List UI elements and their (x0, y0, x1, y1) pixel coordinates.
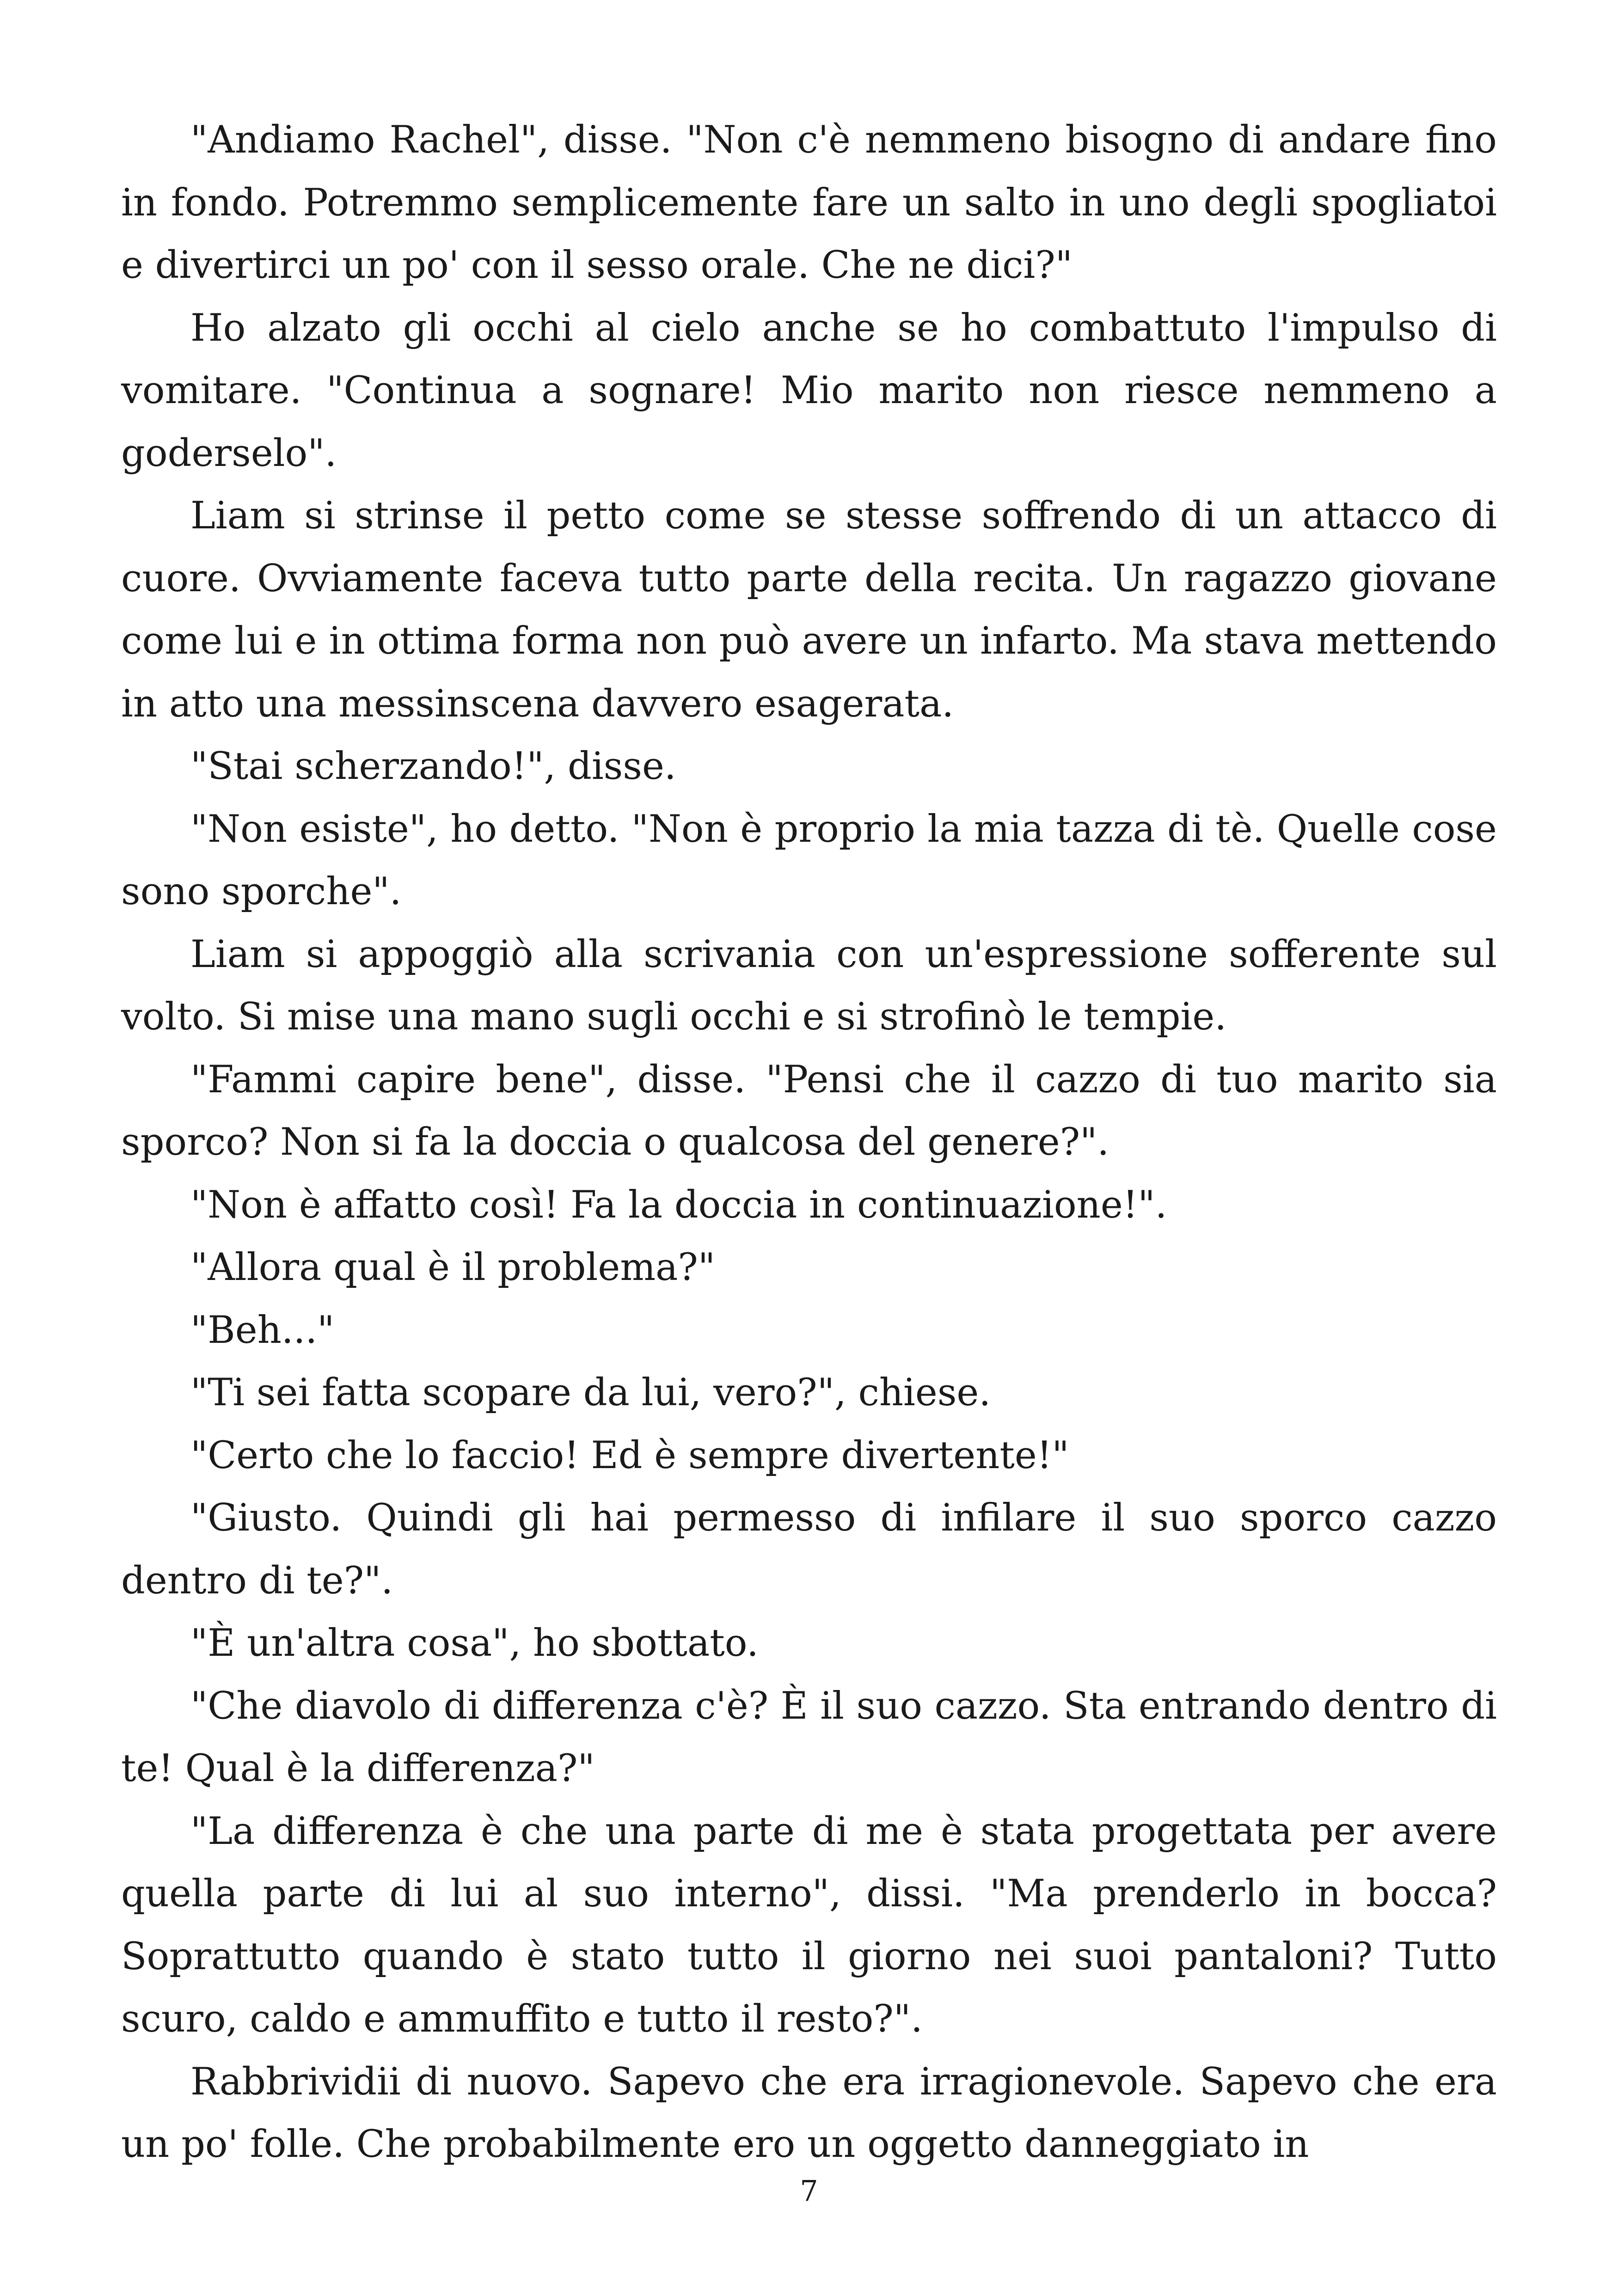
paragraph-11: "Ti sei fatta scopare da lui, vero?", chiese. (190, 1371, 991, 1414)
paragraph-5: "Non esiste", ho detto. "Non è proprio la mia tazza di tè. Quelle cose sono sporche". (121, 807, 1497, 913)
paragraph-9: "Allora qual è il problema?" (190, 1246, 716, 1289)
paragraph-17: Rabbrividii di nuovo. Sapevo che era irragionevole. Sapevo che era un po' folle. Che probabilmente ero un oggetto danneggiato in (121, 2060, 1497, 2166)
paragraph-8: "Non è affatto così! Fa la doccia in continuazione!". (190, 1183, 1167, 1227)
paragraph-13: "Giusto. Quindi gli hai permesso di infilare il suo sporco cazzo dentro di te?". (121, 1496, 1497, 1603)
paragraph-10: "Beh..." (190, 1308, 335, 1352)
paragraph-12: "Certo che lo faccio! Ed è sempre divertente!" (190, 1433, 1069, 1477)
page-number: 7 (800, 2174, 818, 2208)
paragraph-3: Liam si strinse il petto come se stesse soffrendo di un attacco di cuore. Ovviamente faceva tutto parte della recita. Un ragazzo giovane come lui e in ottima forma non può avere un infarto. Ma stava mettendo in atto una messinscena davvero esagerata. (121, 494, 1497, 726)
paragraph-6: Liam si appoggiò alla scrivania con un'espressione sofferente sul volto. Si mise una mano sugli occhi e si strofinò le tempie. (121, 932, 1497, 1039)
paragraph-2: Ho alzato gli occhi al cielo anche se ho combattuto l'impulso di vomitare. "Continua a sognare! Mio marito non riesce nemmeno a goderselo". (121, 306, 1497, 475)
page-body (121, 109, 1497, 2176)
paragraph-4: "Stai scherzando!", disse. (190, 745, 676, 788)
paragraph-14: "È un'altra cosa", ho sbottato. (190, 1622, 759, 1665)
paragraph-16: "La differenza è che una parte di me è stata progettata per avere quella parte di lui al suo interno", dissi. "Ma prenderlo in bocca? Soprattutto quando è stato tutto il giorno nei suoi pantaloni? Tutto scuro, caldo e ammuffito e tutto il resto?". (121, 1809, 1497, 2041)
paragraph-1: "Andiamo Rachel", disse. "Non c'è nemmeno bisogno di andare fino in fondo. Potremmo semplicemente fare un salto in uno degli spogliatoi e divertirci un po' con il sesso orale. Che ne dici?" (121, 118, 1497, 287)
paragraph-15: "Che diavolo di differenza c'è? È il suo cazzo. Sta entrando dentro di te! Qual è la differenza?" (121, 1684, 1497, 1790)
paragraph-7: "Fammi capire bene", disse. "Pensi che il cazzo di tuo marito sia sporco? Non si fa la doccia o qualcosa del genere?". (121, 1058, 1497, 1164)
